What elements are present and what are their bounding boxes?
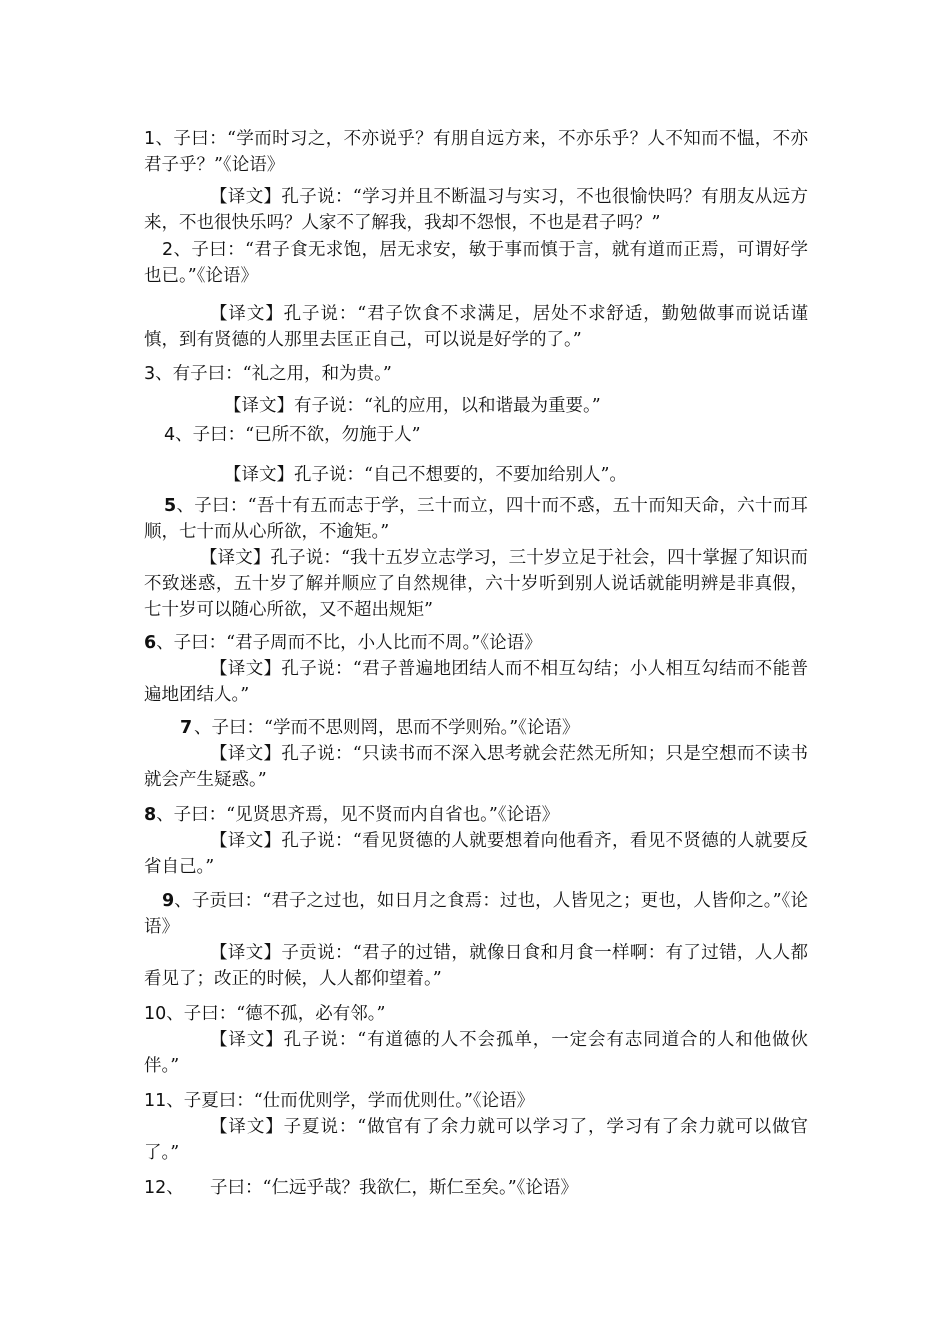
quote-text: 、子贡曰：“君子之过也，如日月之食焉：过也，人皆见之；更也，人皆仰之。”《论语》 bbox=[144, 891, 808, 937]
quote-text: 、子曰：“德不孤，必有邻。” bbox=[166, 1004, 386, 1024]
quote bbox=[144, 1175, 808, 1201]
entry-2 bbox=[144, 237, 808, 353]
quote-text: 、子曰：“学而时习之，不亦说乎？有朋自远方来，不亦乐乎？人不知而不愠，不亦君子乎？”《论语》 bbox=[144, 129, 808, 175]
entry-number: 4 bbox=[164, 425, 176, 445]
quote-text: 、子曰：“吾十有五而志于学，三十而立，四十而不惑，五十而知天命，六十而耳顺，七十而从心所欲，不逾矩。” bbox=[144, 496, 808, 542]
quote bbox=[144, 802, 808, 828]
translation: 【译文】孔子说：“君子饮食不求满足，居处不求舒适，勤勉做事而说话谨慎，到有贤德的人那里去匡正自己，可以说是好学的了。” bbox=[144, 304, 808, 350]
quote-text: 、子曰：“君子周而不比，小人比而不周。”《论语》 bbox=[156, 633, 542, 653]
entry-11 bbox=[144, 1088, 808, 1166]
entry-number: 3 bbox=[144, 364, 156, 384]
translation: 【译文】子夏说：“做官有了余力就可以学习了，学习有了余力就可以做官了。” bbox=[144, 1117, 808, 1163]
quote bbox=[144, 237, 808, 289]
entry-9 bbox=[144, 888, 808, 992]
entry-6 bbox=[144, 630, 808, 708]
quote-text: 、子曰：“见贤思齐焉，见不贤而内自省也。”《论语》 bbox=[156, 805, 560, 825]
quote bbox=[144, 361, 808, 387]
quote bbox=[144, 493, 808, 545]
entry-1 bbox=[144, 126, 808, 236]
entry-number: 8 bbox=[144, 805, 157, 825]
translation: 【译文】孔子说：“自己不想要的，不要加给别人”。 bbox=[224, 465, 627, 485]
quote bbox=[144, 126, 808, 178]
entry-number: 12 bbox=[144, 1178, 167, 1198]
translation: 【译文】孔子说：“只读书而不深入思考就会茫然无所知；只是空想而不读书就会产生疑惑。” bbox=[144, 744, 808, 790]
entry-4 bbox=[144, 422, 808, 488]
quote-text: 、子曰：“已所不欲，勿施于人” bbox=[175, 425, 421, 445]
entry-3 bbox=[144, 361, 808, 419]
entry-12 bbox=[144, 1175, 808, 1201]
translation: 【译文】有子说：“礼的应用，以和谐最为重要。” bbox=[224, 396, 601, 416]
quote-text: 、有子曰：“礼之用，和为贵。” bbox=[155, 364, 392, 384]
entry-number: 10 bbox=[144, 1004, 167, 1024]
translation: 【译文】孔子说：“我十五岁立志学习，三十岁立足于社会，四十掌握了知识而不致迷惑，五十岁了解并顺应了自然规律，六十岁听到别人说话就能明辨是非真假，七十岁可以随心所欲，又不超出规矩” bbox=[144, 548, 808, 620]
quote bbox=[144, 715, 808, 741]
entry-7 bbox=[144, 715, 808, 793]
quote-text: 、 子曰：“仁远乎哉？我欲仁，斯仁至矣。”《论语》 bbox=[166, 1178, 578, 1198]
quote bbox=[144, 1088, 808, 1114]
entry-5 bbox=[144, 493, 808, 623]
quote-text: 、子曰：“君子食无求饱，居无求安，敏于事而慎于言，就有道而正焉，可谓好学也已。”《论语》 bbox=[144, 240, 808, 286]
quote bbox=[144, 630, 808, 656]
entry-number: 7 bbox=[180, 718, 193, 738]
translation: 【译文】子贡说：“君子的过错，就像日食和月食一样啊：有了过错，人人都看见了；改正的时候，人人都仰望着。” bbox=[144, 943, 808, 989]
entry-number: 2 bbox=[162, 240, 174, 260]
translation: 【译文】孔子说：“学习并且不断温习与实习，不也很愉快吗？有朋友从远方来，不也很快乐吗？人家不了解我，我却不怨恨，不也是君子吗？” bbox=[144, 187, 808, 233]
quote bbox=[144, 888, 808, 940]
entry-10 bbox=[144, 1001, 808, 1079]
entry-number: 6 bbox=[144, 633, 157, 653]
entry-number: 11 bbox=[144, 1091, 167, 1111]
entry-number: 9 bbox=[162, 891, 175, 911]
quote-text: 、子曰：“学而不思则罔，思而不学则殆。”《论语》 bbox=[194, 718, 580, 738]
translation: 【译文】孔子说：“看见贤德的人就要想着向他看齐，看见不贤德的人就要反省自己。” bbox=[144, 831, 808, 877]
entry-number: 1 bbox=[144, 129, 156, 149]
quote bbox=[144, 1001, 808, 1027]
translation: 【译文】孔子说：“君子普遍地团结人而不相互勾结；小人相互勾结而不能普遍地团结人。” bbox=[144, 659, 808, 705]
entry-number: 5 bbox=[164, 496, 177, 516]
quote-text: 、子夏曰：“仕而优则学，学而优则仕。”《论语》 bbox=[166, 1091, 535, 1111]
quote bbox=[144, 422, 808, 448]
entry-8 bbox=[144, 802, 808, 880]
translation: 【译文】孔子说：“有道德的人不会孤单，一定会有志同道合的人和他做伙伴。” bbox=[144, 1030, 808, 1076]
